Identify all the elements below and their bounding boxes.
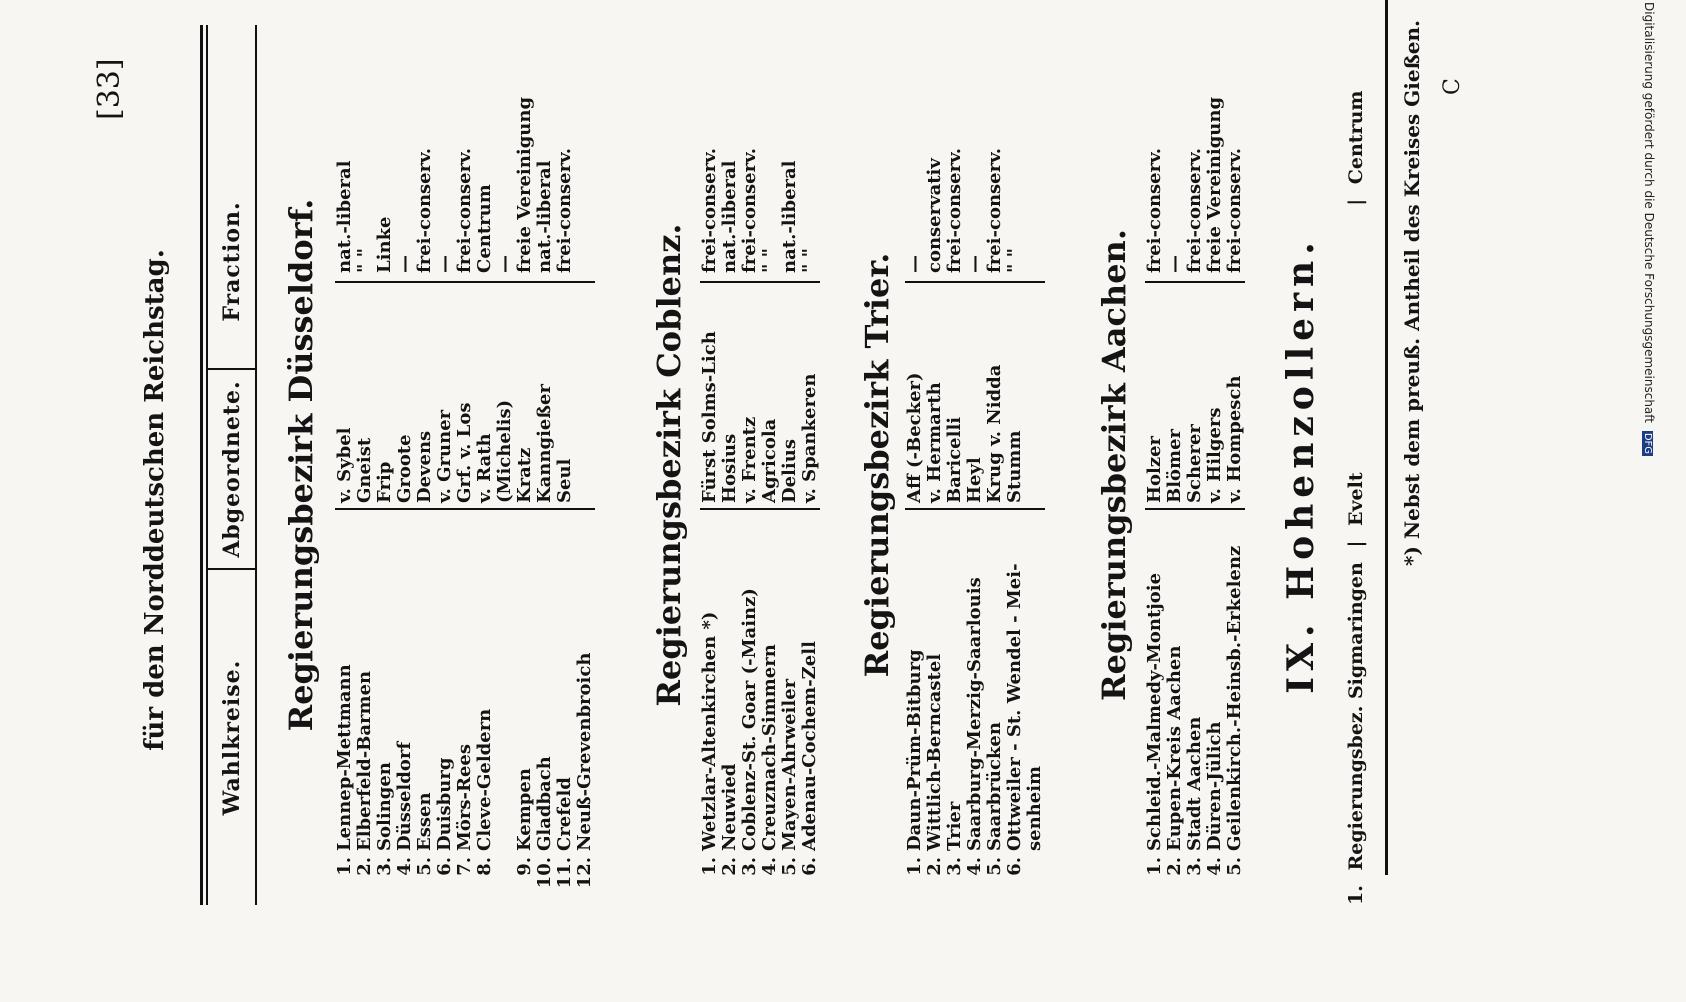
section-title-coblenz: Regierungsbezirk Coblenz.: [650, 223, 688, 707]
row-number: 3.: [374, 857, 395, 876]
row-number: 4.: [394, 857, 415, 876]
section-title-aachen: Regierungsbezirk Aachen.: [1095, 229, 1133, 701]
section-title-trier: Regierungsbezirk Trier.: [858, 252, 896, 678]
fraction: " ": [1004, 247, 1025, 273]
abgeordneter: v. Hilgers: [1204, 407, 1225, 503]
table-row: [455, 15, 475, 895]
fraction: freie Vereinigung: [514, 96, 535, 273]
fraction: —: [964, 255, 985, 273]
table-row: [985, 15, 1005, 895]
fraction: frei-conserv.: [699, 147, 720, 273]
wahlkreis: Mayen-Ahrweiler: [779, 678, 800, 851]
fraction: Centrum: [474, 184, 495, 273]
wahlkreis: Gladbach: [534, 756, 555, 851]
section-rows-duesseldorf: [335, 15, 595, 895]
abgeordneter: Agricola: [759, 418, 780, 503]
wahlkreis: Kempen: [514, 768, 535, 851]
fraction: nat.-liberal: [719, 160, 740, 273]
abgeordneter: Kanngießer: [534, 384, 555, 503]
column-header-fraction: Fraction.: [219, 201, 245, 322]
column-divider: |: [1345, 540, 1367, 548]
fraction: frei-conserv.: [944, 147, 965, 273]
table-row: [335, 15, 355, 895]
abgeordneter: Frip: [374, 461, 395, 503]
table-row: [495, 15, 515, 895]
abgeordneter: Hosius: [719, 433, 740, 503]
column-divider: |: [1345, 198, 1367, 206]
fraction: frei-conserv.: [984, 147, 1005, 273]
table-row: [925, 15, 945, 895]
header-rule: [255, 25, 257, 905]
abgeordneter: Heyl: [964, 457, 985, 503]
table-row: [555, 15, 575, 895]
wahlkreis: Mörs-Rees: [454, 743, 475, 851]
row-number: 3.: [944, 857, 965, 876]
table-row: [375, 15, 395, 895]
fraction: —: [434, 255, 455, 273]
fraction: " ": [354, 247, 375, 273]
fraction: frei-conserv.: [454, 147, 475, 273]
abgeordneter: Seul: [554, 458, 575, 503]
abgeordneter: Devens: [414, 430, 435, 503]
fraction: frei-conserv.: [739, 147, 760, 273]
table-row: [395, 15, 415, 895]
abgeordneter: Fürst Solms-Lich: [699, 331, 720, 503]
abgeordneter: Scherer: [1184, 424, 1205, 503]
row-number: 5.: [984, 857, 1005, 876]
table-row: [1025, 15, 1045, 895]
wahlkreis: Regierungsbez. Sigmaringen: [1345, 562, 1367, 871]
stray-mark: C: [1440, 78, 1465, 95]
row-number: 10.: [534, 857, 555, 889]
abgeordneter: Groote: [394, 434, 415, 503]
column-divider: [1145, 281, 1245, 283]
table-row: [965, 15, 985, 895]
section-title-duesseldorf: Regierungsbezirk Düsseldorf.: [282, 198, 320, 732]
fraction: —: [494, 255, 515, 273]
row-number: 12.: [574, 857, 595, 889]
row-number: 2.: [924, 857, 945, 876]
fraction: —: [904, 255, 925, 273]
abgeordneter: Delius: [779, 439, 800, 503]
wahlkreis: Cleve-Geldern: [474, 708, 495, 851]
digitization-credit: [1636, 2, 1656, 1002]
wahlkreis: Eupen-Kreis Aachen: [1164, 645, 1185, 851]
table-row: [800, 15, 820, 895]
abgeordneter: Gneist: [354, 437, 375, 503]
abgeordneter: Evelt: [1345, 472, 1367, 526]
row-number: 1.: [1144, 857, 1165, 876]
table-row: [780, 15, 800, 895]
table-row: [740, 15, 760, 895]
column-header-abgeordnete: Abgeordnete.: [219, 380, 245, 558]
abgeordneter: v. Hermarth: [924, 382, 945, 503]
abgeordneter: v. Hompesch: [1224, 375, 1245, 503]
table-row: [1205, 15, 1225, 895]
wahlkreis: Schleid.-Malmedy-Montjoie: [1144, 572, 1165, 851]
row-number: 1.: [334, 857, 355, 876]
abgeordneter: v. Gruner: [434, 409, 455, 503]
wahlkreis: Crefeld: [554, 777, 575, 851]
row-number: 1.: [1345, 885, 1367, 905]
wahlkreis: Coblenz-St. Goar (-Mainz): [739, 588, 760, 851]
table-row: [760, 15, 780, 895]
fraction: " ": [799, 247, 820, 273]
table-row: [515, 15, 535, 895]
wahlkreis: Geilenkirch.-Heinsb.-Erkelenz: [1224, 545, 1245, 851]
row-number: 2.: [354, 857, 375, 876]
row-number: 7.: [454, 857, 475, 876]
table-row: [435, 15, 455, 895]
footnote-rule: [1385, 0, 1388, 875]
row-number: 9.: [514, 857, 535, 876]
section-title-hohenzollern: IX. Hohenzollern.: [1280, 236, 1322, 694]
abgeordneter: v. Frentz: [739, 416, 760, 503]
fraction: Linke: [374, 216, 395, 273]
wahlkreis: Düren-Jülich: [1204, 721, 1225, 851]
wahlkreis: Wetzlar-Altenkirchen *): [699, 611, 720, 851]
wahlkreis: Adenau-Cochem-Zell: [799, 641, 820, 851]
table-row: [415, 15, 435, 895]
section-rows-trier: [905, 15, 1045, 895]
abgeordneter: Aff (-Becker): [904, 372, 925, 503]
wahlkreis: Neuß-Grevenbroich: [574, 652, 595, 851]
fraction: frei-conserv.: [1144, 147, 1165, 273]
row-number: 4.: [759, 857, 780, 876]
column-divider: [700, 508, 820, 510]
dfg-logo: DFG: [1642, 432, 1653, 455]
abgeordneter: v. Sybel: [334, 427, 355, 503]
fraction: nat.-liberal: [779, 160, 800, 273]
row-number: 11.: [554, 857, 575, 889]
fraction: —: [1164, 255, 1185, 273]
row-number: 5.: [1224, 857, 1245, 876]
row-number: 1.: [904, 857, 925, 876]
row-number: 5.: [779, 857, 800, 876]
footnote: *) Nebst dem preuß. Antheil des Kreises Gießen.: [1400, 20, 1424, 567]
wahlkreis: Creuznach-Simmern: [759, 644, 780, 851]
fraction: frei-conserv.: [1184, 147, 1205, 273]
fraction: frei-conserv.: [414, 147, 435, 273]
section-rows-aachen: [1145, 15, 1245, 895]
column-divider: [905, 508, 1045, 510]
row-number: 1.: [699, 857, 720, 876]
abgeordneter: Blömer: [1164, 428, 1185, 503]
column-divider: [335, 281, 595, 283]
row-number: 5.: [414, 857, 435, 876]
table-row: [905, 15, 925, 895]
wahlkreis: Ottweiler - St. Wendel - Mei-: [1004, 563, 1025, 851]
fraction: freie Vereinigung: [1204, 96, 1225, 273]
abgeordneter: Kratz: [514, 447, 535, 503]
abgeordneter: Krug v. Nidda: [984, 364, 1005, 503]
column-divider: [335, 508, 595, 510]
wahlkreis: Saarbrücken: [984, 722, 1005, 851]
table-row: [1145, 15, 1165, 895]
wahlkreis: Duisburg: [434, 757, 455, 851]
wahlkreis: Stadt Aachen: [1184, 716, 1205, 851]
table-row: [575, 15, 595, 895]
column-divider: [905, 281, 1045, 283]
wahlkreis: Trier: [944, 801, 965, 851]
wahlkreis: Wittlich-Berncastel: [924, 653, 945, 851]
frame-rule: [200, 25, 203, 905]
fraction: Centrum: [1345, 90, 1367, 185]
wahlkreis: Düsseldorf: [394, 741, 415, 851]
table-row: [720, 15, 740, 895]
row-number: 6.: [1004, 857, 1025, 876]
abgeordneter: (Michelis): [494, 399, 515, 503]
column-divider: [1145, 508, 1245, 510]
row-number: 6.: [799, 857, 820, 876]
table-row: [945, 15, 965, 895]
wahlkreis: Elberfeld-Barmen: [354, 670, 375, 851]
fraction: frei-conserv.: [554, 147, 575, 273]
credit-text: Digitalisierung gefördert durch die Deutsche Forschungsgemeinschaft: [1642, 2, 1656, 424]
page-number: [33]: [92, 58, 127, 120]
wahlkreis: Saarburg-Merzig-Saarlouis: [964, 577, 985, 851]
row-number: 3.: [1184, 857, 1205, 876]
abgeordneter: Holzer: [1144, 435, 1165, 503]
row-number: 4.: [1204, 857, 1225, 876]
frame-rule: [206, 25, 208, 905]
abgeordneter: Stumm: [1004, 430, 1025, 503]
abgeordneter: v. Spankeren: [799, 373, 820, 503]
wahlkreis: Lennep-Mettmann: [334, 664, 355, 851]
fraction: nat.-liberal: [334, 160, 355, 273]
row-number: 8.: [474, 857, 495, 876]
wahlkreis: Daun-Prüm-Bitburg: [904, 649, 925, 851]
table-row: [475, 15, 495, 895]
fraction: nat.-liberal: [534, 160, 555, 273]
column-divider: [700, 281, 820, 283]
wahlkreis: Solingen: [374, 762, 395, 851]
row-number: 3.: [739, 857, 760, 876]
fraction: conservativ: [924, 158, 945, 273]
row-number: 6.: [434, 857, 455, 876]
wahlkreis: Essen: [414, 792, 435, 851]
table-row: [700, 15, 720, 895]
row-number: 2.: [1164, 857, 1185, 876]
fraction: frei-conserv.: [1224, 147, 1245, 273]
abgeordneter: v. Rath: [474, 433, 495, 503]
table-row: [535, 15, 555, 895]
section-rows-coblenz: [700, 15, 820, 895]
abgeordneter: Grf. v. Los: [454, 402, 475, 503]
fraction: " ": [759, 247, 780, 273]
table-row: [1005, 15, 1025, 895]
row-number: 4.: [964, 857, 985, 876]
table-row: [1165, 15, 1185, 895]
hohenzollern-row: [1345, 90, 1367, 905]
table-row: [1185, 15, 1205, 895]
table-row: [355, 15, 375, 895]
column-header-wahlkreise: Wahlkreise.: [219, 659, 245, 816]
wahlkreis: Neuwied: [719, 763, 740, 851]
row-number: 2.: [719, 857, 740, 876]
wahlkreis: senheim: [1024, 765, 1045, 851]
running-head: für den Norddeutschen Reichstag.: [140, 249, 170, 751]
table-row: [1225, 15, 1245, 895]
fraction: —: [394, 255, 415, 273]
abgeordneter: Baricelli: [944, 416, 965, 503]
